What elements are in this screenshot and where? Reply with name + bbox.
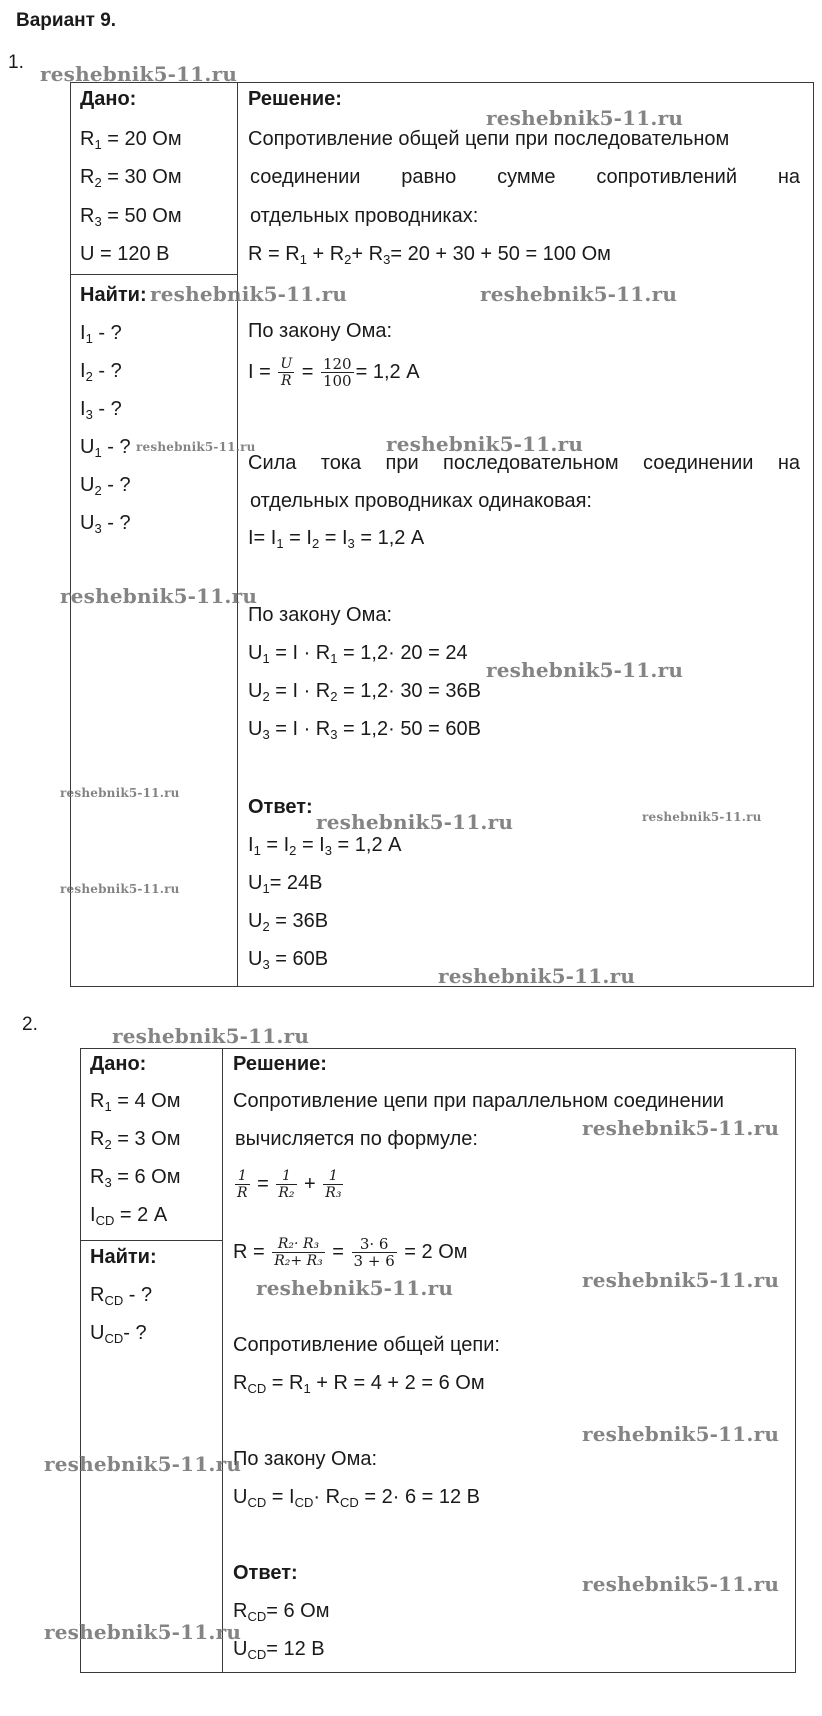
p1-ohm-law-2: По закону Ома: [248,604,393,626]
p2-sol-line2: вычисляется по формуле: [235,1128,478,1150]
p1-find-header: Найти: [80,284,147,306]
p1-sol-line2: соединении равно сумме сопротивлений на [250,166,800,188]
p1-given-r1: $R_1 = 20$ Ом [80,128,182,152]
p1-u3-calc: $U_3 = I \cdot R_3 = 1,2\cdot 50 = 60В$ [248,718,481,742]
p1-i-equal: $I= I_1 = I_2 = I_3 = 1,2$ А [248,527,425,551]
p2-ohm-law: По закону Ома: [233,1448,378,1470]
watermark: reshebnik5-11.ru [60,584,258,608]
watermark: reshebnik5-11.ru [44,1452,242,1476]
watermark: reshebnik5-11.ru [386,432,584,456]
p2-r-cd: $R_{CD} = R_1 + R = 4 + 2 = 6$ Ом [233,1372,485,1396]
p2-given-r2: $R_2 = 3$ Ом [90,1128,181,1152]
p2-formula-parallel: $\frac{1}{R}$ = $\frac{1}{\text{R₂}}$ + $\frac{1}{\text{R₃}}$ [237,1168,342,1201]
watermark: reshebnik5-11.ru [438,964,636,988]
watermark: reshebnik5-11.ru [582,1268,780,1292]
p1-find-i3: $I_3$ - ? [80,398,122,422]
watermark: reshebnik5-11.ru [486,106,684,130]
p1-i-formula: I = $\frac{U}{R}$ = $\frac{120}{100}$ = 1,2 А [248,355,420,390]
p2-given-r1: $R_1 = 4$ Ом [90,1090,181,1114]
p1-r-total: $R = R_1 + R_2+ R_3= 20 + 30 + 50 = 100$ Ом [248,243,611,267]
watermark: reshebnik5-11.ru [150,282,348,306]
watermark: reshebnik5-11.ru [316,810,514,834]
p1-find-u3: $U_3$ - ? [80,512,131,536]
p2-solution-header: Решение: [233,1053,327,1075]
watermark: reshebnik5-11.ru [582,1422,780,1446]
p2-find-ucd: $U_{CD}-$ ? [90,1322,147,1346]
p1-find-i2: $I_2$ - ? [80,360,122,384]
watermark: reshebnik5-11.ru [44,1620,242,1644]
p1-find-u2: $U_2$ - ? [80,474,131,498]
watermark: reshebnik5-11.ru [480,282,678,306]
problem-1-number: 1. [8,52,24,73]
p1-given-r2: $R_2 = 30$ Ом [80,166,182,190]
problem-2-number: 2. [22,1014,38,1035]
p1-answer-header: Ответ: [248,796,313,818]
p1-sol-line3: отдельных проводниках: [250,205,479,227]
p2-answer-ucd: $U_{CD}= 12$ В [233,1638,325,1662]
p2-total-label: Сопротивление общей цепи: [233,1334,500,1356]
p2-given-icd: $I_{CD} = 2$ А [90,1204,168,1228]
page-title: Вариант 9. [16,10,117,31]
watermark: reshebnik5-11.ru [642,810,762,824]
p1-series-line2: отдельных проводниках одинаковая: [250,490,592,512]
p2-sol-line1: Сопротивление цепи при параллельном соединении [233,1090,724,1112]
p2-answer-rcd: $R_{CD}= 6$ Ом [233,1600,330,1624]
watermark: reshebnik5-11.ru [582,1572,780,1596]
p1-u2-calc: $U_2 = I \cdot R_2 = 1,2\cdot 30 = 36В$ [248,680,481,704]
watermark: reshebnik5-11.ru [486,658,684,682]
p2-find-rcd: $R_{CD}$ - ? [90,1284,153,1308]
watermark: reshebnik5-11.ru [112,1024,310,1048]
watermark: reshebnik5-11.ru [136,440,256,454]
p1-sol-line1: Сопротивление общей цепи при последовательном [248,128,730,150]
p1-u1-calc: $U_1 = I \cdot R_1 = 1,2\cdot 20 = 24$ [248,642,468,666]
p1-find-i1: $I_1$ - ? [80,322,122,346]
watermark: reshebnik5-11.ru [40,62,238,86]
p1-given-header: Дано: [80,88,137,110]
p1-find-u1: $U_1$ - ? [80,436,131,460]
p1-series-line1: Сила тока при последовательном соединении на [248,452,800,474]
watermark: reshebnik5-11.ru [582,1116,780,1140]
p1-answer-u1: $U_1= 24В$ [248,872,323,896]
p2-answer-header: Ответ: [233,1562,298,1584]
p2-given-header: Дано: [90,1053,147,1075]
p2-given-r3: $R_3 = 6$ Ом [90,1166,181,1190]
watermark: reshebnik5-11.ru [60,786,180,800]
p2-find-header: Найти: [90,1246,157,1268]
p2-formula-r: R = $\frac{\text{R₂· R₃}}{\text{R₂+ R₃}}$ = $\frac{3\cdot 6}{3 + 6}$ = 2 Ом [233,1235,468,1270]
p1-given-u: U = 120 В [80,243,170,265]
p1-answer-i: $I_1 = I_2 = I_3 = 1,2$ А [248,834,402,858]
p2-u-cd: $U_{CD} = I_{CD}\cdot R_{CD} = 2\cdot 6 = 12$ В [233,1486,481,1510]
watermark: reshebnik5-11.ru [256,1276,454,1300]
watermark: reshebnik5-11.ru [60,882,180,896]
p1-ohm-law-1: По закону Ома: [248,320,393,342]
p1-answer-u3: $U_3 = 60В$ [248,948,329,972]
p1-answer-u2: $U_2 = 36В$ [248,910,329,934]
p1-solution-header: Решение: [248,88,342,110]
p1-given-r3: $R_3 = 50$ Ом [80,205,182,229]
